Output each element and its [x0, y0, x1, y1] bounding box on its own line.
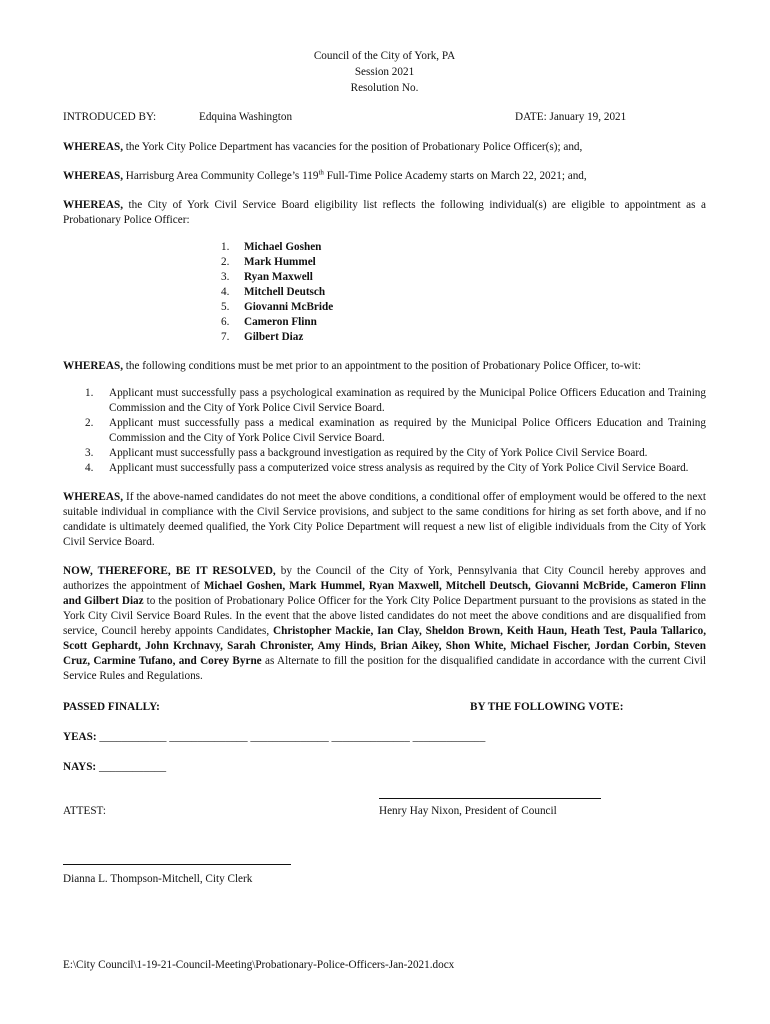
attest-label: ATTEST:: [63, 805, 106, 817]
passed-finally-label: PASSED FINALLY:: [63, 701, 160, 713]
whereas-lead: WHEREAS,: [63, 170, 123, 182]
resolved-clause: [63, 564, 706, 684]
whereas-eligibility: [63, 198, 706, 228]
list-item: [63, 416, 706, 446]
president-signature-line: [379, 798, 601, 799]
document-header: [63, 48, 706, 96]
ordinal-suffix: th: [318, 168, 324, 177]
yeas-label: YEAS:: [63, 731, 97, 743]
candidate-name: Cameron Flinn: [244, 316, 317, 328]
list-number: 4.: [85, 462, 94, 474]
list-number: 3.: [85, 447, 94, 459]
list-item: [63, 270, 706, 285]
list-item: [63, 240, 706, 255]
condition-text: Applicant must successfully pass a psychological examination as required by the Municipal Police Officers Education and Training Commission and the City of York Police Civil Service Board.: [109, 387, 706, 414]
whereas-lead: WHEREAS,: [63, 360, 123, 372]
attest-section: [63, 788, 706, 824]
list-item: [63, 386, 706, 416]
nays-blanks: ____________: [96, 761, 167, 773]
resolved-text: by the Council of the City of York, Pennsylvania that City Council hereby approves and authorizes the appointment of: [63, 565, 706, 592]
whereas-text: Harrisburg Area Community College’s 119: [123, 170, 319, 182]
vote-heading-row: [63, 700, 706, 716]
list-number: 1.: [221, 241, 230, 253]
whereas-lead: WHEREAS,: [63, 141, 123, 153]
list-number: 2.: [221, 256, 230, 268]
file-path-footer: E:\City Council\1-19-21-Council-Meeting\Probationary-Police-Officers-Jan-2021.docx: [63, 959, 455, 971]
clerk-name: Dianna L. Thompson-Mitchell, City Clerk: [63, 873, 253, 885]
candidate-name: Gilbert Diaz: [244, 331, 304, 343]
clerk-signature-line: [63, 864, 291, 865]
whereas-text: the City of York Civil Service Board eligibility list reflects the following individual(s) are eligible to appointment as a Probationary Police Officer:: [63, 199, 706, 226]
resolved-lead: NOW, THEREFORE, BE IT RESOLVED,: [63, 565, 276, 577]
list-number: 1.: [85, 387, 94, 399]
whereas-conditions: [63, 359, 706, 374]
nays-row: [63, 760, 706, 776]
introducer-name: Edquina Washington: [199, 111, 293, 123]
condition-text: Applicant must successfully pass a computerized voice stress analysis as required by the City of York Police Civil Service Board.: [109, 462, 689, 474]
conditions-list: [63, 386, 706, 476]
whereas-text: the following conditions must be met prior to an appointment to the position of Probationary Police Officer, to-wit:: [123, 360, 641, 372]
eligible-candidates-list: [63, 240, 706, 345]
list-number: 4.: [221, 286, 230, 298]
clerk-section: [63, 862, 706, 892]
list-number: 6.: [221, 316, 230, 328]
council-title: Council of the City of York, PA: [313, 50, 456, 62]
yeas-blanks: ____________ ______________ ______________ ______________ _____________: [96, 731, 486, 743]
candidate-name: Michael Goshen: [244, 241, 322, 253]
resolved-text: to the position of Probationary Police Officer for the York City Police Department pursuant to the provisions as stated in the York City Civil Service Board Rules. In the event that the above listed candidates do not meet the above conditions and are disqualified from service, Council hereby appoints Candidates,: [63, 595, 706, 637]
condition-text: Applicant must successfully pass a background investigation as required by the City of York Police Civil Service Board.: [109, 447, 648, 459]
resolved-text: as Alternate to fill the position for the disqualified candidate in accordance with the current Civil Service Rules and Regulations.: [63, 655, 706, 682]
introduced-by-label: INTRODUCED BY:: [63, 111, 157, 123]
whereas-text: Full-Time Police Academy starts on March 22, 2021; and,: [323, 170, 587, 182]
list-item: [63, 315, 706, 330]
whereas-vacancies: [63, 140, 706, 155]
introduced-by-row: [63, 110, 706, 126]
list-item: [63, 461, 706, 476]
candidate-name: Mark Hummel: [244, 256, 316, 268]
candidate-name: Giovanni McBride: [244, 301, 334, 313]
list-number: 3.: [221, 271, 230, 283]
whereas-academy: [63, 169, 706, 184]
list-number: 7.: [221, 331, 230, 343]
condition-text: Applicant must successfully pass a medical examination as required by the Municipal Police Officers Education and Training Commission and the City of York Police Civil Service Board.: [109, 417, 706, 444]
resolution-date: DATE: January 19, 2021: [515, 111, 627, 123]
yeas-row: [63, 730, 706, 746]
whereas-text: If the above-named candidates do not meet the above conditions, a conditional offer of employment would be offered to the next suitable individual in compliance with the Civil Service provisions, and subject to the same conditions for hiring as set forth above, and if no candidate is ultimately deemed qualified, the York City Police Department will request a new list of eligible individuals from the City of York Civil Service Board.: [63, 491, 706, 548]
whereas-alternates: [63, 490, 706, 550]
list-item: [63, 255, 706, 270]
by-following-vote-label: BY THE FOLLOWING VOTE:: [470, 701, 624, 713]
appointee-names: Michael Goshen, Mark Hummel, Ryan Maxwell, Mitchell Deutsch, Giovanni McBride, Cameron Flinn and Gilbert Diaz: [63, 580, 706, 607]
candidate-name: Mitchell Deutsch: [244, 286, 326, 298]
list-item: [63, 330, 706, 345]
list-item: [63, 300, 706, 315]
list-number: 2.: [85, 417, 94, 429]
president-name: Henry Hay Nixon, President of Council: [379, 805, 557, 817]
list-number: 5.: [221, 301, 230, 313]
alternate-names: Christopher Mackie, Ian Clay, Sheldon Brown, Keith Haun, Heath Test, Paula Tallarico, Scott Gephardt, John Krchnavy, Sarah Chronister, Amy Hinds, Brian Aikey, Shon White, Michael Fischer, Jordan Corbin, Steven Cruz, Carmine Tufano, and Corey Byrne: [63, 625, 706, 667]
session-label: Session 2021: [354, 66, 415, 78]
list-item: [63, 446, 706, 461]
whereas-text: the York City Police Department has vacancies for the position of Probationary Police Officer(s); and,: [123, 141, 583, 153]
candidate-name: Ryan Maxwell: [244, 271, 313, 283]
resolution-number: Resolution No.: [350, 82, 419, 94]
list-item: [63, 285, 706, 300]
whereas-lead: WHEREAS,: [63, 491, 123, 503]
nays-label: NAYS:: [63, 761, 97, 773]
whereas-lead: WHEREAS,: [63, 199, 123, 211]
